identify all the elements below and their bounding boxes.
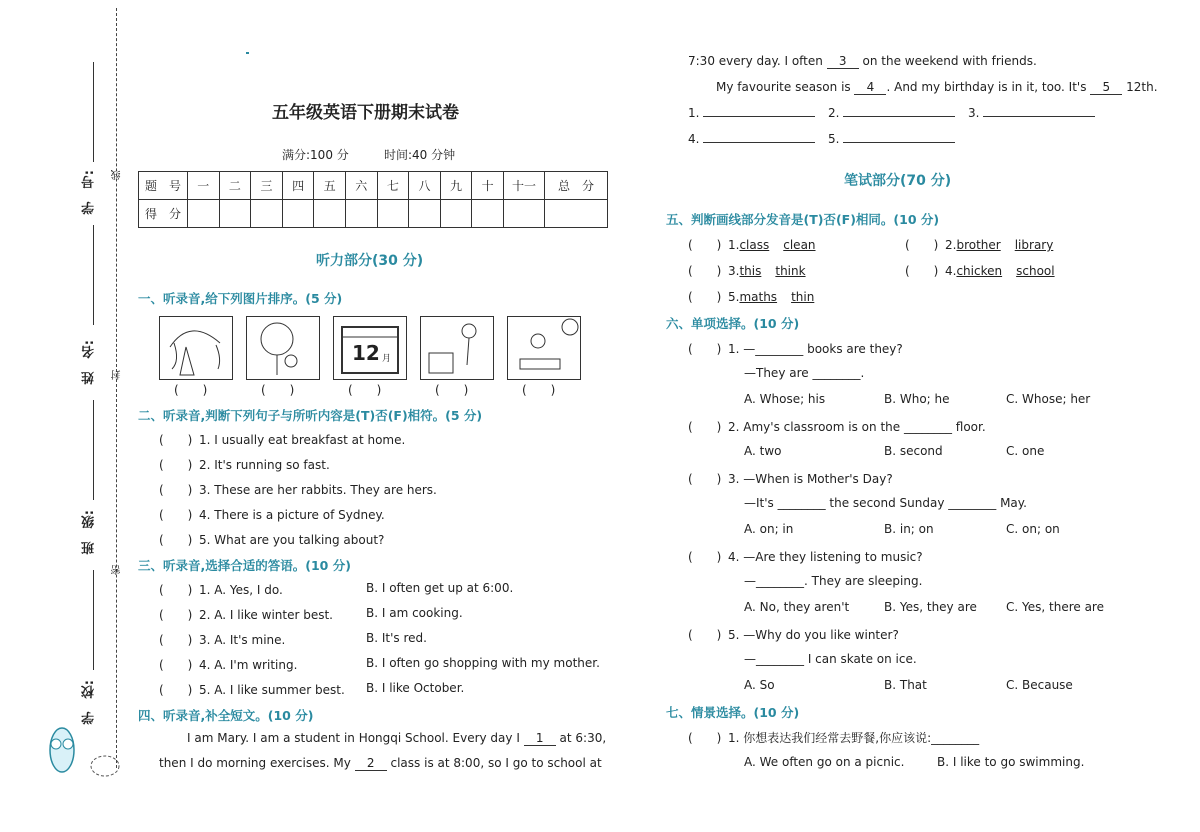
score-cell[interactable] — [409, 200, 441, 228]
tree-picture — [159, 316, 233, 380]
option-b: B. second — [884, 444, 943, 458]
mascot-logo — [40, 718, 120, 780]
score-cell[interactable] — [472, 200, 504, 228]
list-item: ( ) 1. I usually eat breakfast at home. — [159, 433, 406, 447]
name-line — [93, 225, 94, 325]
score-header-row — [139, 172, 608, 200]
table-col: 二 — [219, 172, 251, 200]
listening-header: 听力部分(30 分) — [316, 253, 424, 269]
written-header: 笔试部分(70 分) — [844, 173, 952, 189]
question-stem: ( ) 2. Amy's classroom is on the ________ floor. — [688, 420, 986, 434]
blank-2[interactable]: 2 — [355, 756, 387, 771]
cut-mark-xian: 线 — [112, 170, 123, 180]
list-item: ( ) 5. A. I like summer best. — [159, 683, 345, 697]
answer-paren[interactable]: ( ) — [159, 508, 193, 522]
answer-paren[interactable]: ( ) — [159, 533, 193, 547]
answer-paren[interactable]: ( ) — [159, 483, 193, 497]
school-label: 学 校: — [82, 680, 97, 725]
class-line — [93, 400, 94, 500]
list-item: ( ) 1.class clean — [688, 238, 816, 252]
option-a: A. Whose; his — [744, 392, 826, 406]
option-b: B. It's red. — [366, 631, 427, 645]
blank-4[interactable]: 4 — [854, 80, 886, 95]
calendar-number: 12 — [352, 341, 380, 365]
passage-line-3: 7:30 every day. I often 3 on the weekend with friends. — [688, 54, 1037, 68]
question-stem: ( ) 1. —________ books are they? — [688, 342, 903, 356]
full-score: 满分:100 分 — [282, 148, 349, 162]
answer-paren[interactable]: ( ) — [348, 383, 382, 397]
answer-paren[interactable]: ( ) — [159, 683, 193, 697]
score-cell[interactable] — [188, 200, 220, 228]
table-col: 五 — [314, 172, 346, 200]
passage-line-1: I am Mary. I am a student in Hongqi School. Every day I 1 at 6:30, — [187, 731, 607, 745]
option-b: B. That — [884, 678, 927, 692]
question-reply: —They are ________. — [744, 366, 865, 380]
score-cell[interactable] — [282, 200, 314, 228]
passage-line-4: My favourite season is 4 . And my birthday is in it, too. It's 5 12th. — [716, 80, 1158, 94]
option-b: B. I like October. — [366, 681, 465, 695]
option-c: C. Because — [1006, 678, 1073, 692]
answer-paren[interactable]: ( ) — [261, 383, 295, 397]
list-item: ( ) 4.chicken school — [905, 264, 1055, 278]
answer-line-1: 1. — [688, 106, 815, 120]
table-header-label: 题 号 — [139, 172, 188, 200]
option-b: B. in; on — [884, 522, 934, 536]
option-b: B. I often get up at 6:00. — [366, 581, 514, 595]
list-item: ( ) 5.maths thin — [688, 290, 815, 304]
answer-paren[interactable]: ( ) — [159, 633, 193, 647]
time-limit: 时间:40 分钟 — [384, 148, 456, 162]
section-5-title: 五、判断画线部分发音是(T)否(F)相同。(10 分) — [666, 212, 940, 227]
list-item: ( ) 5. What are you talking about? — [159, 533, 385, 547]
option-a: A. We often go on a picnic. — [744, 755, 905, 769]
section-6-title: 六、单项选择。(10 分) — [666, 316, 800, 331]
option-b: B. I often go shopping with my mother. — [366, 656, 600, 670]
table-col: 四 — [282, 172, 314, 200]
table-col: 七 — [377, 172, 409, 200]
cut-line — [116, 8, 117, 768]
student-id-label: 学 号: — [82, 170, 97, 215]
list-item: ( ) 2. A. I like winter best. — [159, 608, 333, 622]
apple-tree-picture — [246, 316, 320, 380]
calendar-picture — [333, 316, 407, 380]
calendar-month: 月 — [382, 354, 392, 364]
blank-1[interactable]: 1 — [524, 731, 556, 746]
list-item: ( ) 3.this think — [688, 264, 806, 278]
option-c: C. Yes, there are — [1006, 600, 1104, 614]
answer-paren[interactable]: ( ) — [159, 583, 193, 597]
score-cell[interactable] — [377, 200, 409, 228]
option-a: A. on; in — [744, 522, 794, 536]
answer-paren[interactable]: ( ) — [174, 383, 208, 397]
score-table — [138, 171, 608, 228]
answer-paren[interactable]: ( ) — [159, 433, 193, 447]
cut-mark-feng: 封 — [112, 370, 123, 380]
school-line — [93, 570, 94, 670]
name-label: 姓 名: — [82, 340, 97, 385]
table-col: 总 分 — [545, 172, 608, 200]
answer-paren[interactable]: ( ) — [435, 383, 469, 397]
score-cell[interactable] — [251, 200, 283, 228]
answer-line-5: 5. — [828, 132, 955, 146]
shopping-picture — [420, 316, 494, 380]
question-stem: ( ) 1. 你想表达我们经常去野餐,你应该说:________ — [688, 731, 980, 745]
answer-line-2: 2. — [828, 106, 955, 120]
student-id-line — [93, 62, 94, 162]
list-item: ( ) 2.brother library — [905, 238, 1054, 252]
passage-line-2: then I do morning exercises. My 2 class is at 8:00, so I go to school at — [159, 756, 602, 770]
blank-3[interactable]: 3 — [827, 54, 859, 69]
option-a: A. No, they aren't — [744, 600, 850, 614]
option-a: A. So — [744, 678, 775, 692]
table-col: 一 — [188, 172, 220, 200]
list-item: ( ) 4. A. I'm writing. — [159, 658, 298, 672]
question-reply: —________ I can skate on ice. — [744, 652, 917, 666]
table-col: 三 — [251, 172, 283, 200]
list-item: ( ) 1. A. Yes, I do. — [159, 583, 283, 597]
option-a: A. two — [744, 444, 782, 458]
list-item: ( ) 4. There is a picture of Sydney. — [159, 508, 385, 522]
cut-mark-mi: 密 — [112, 565, 123, 575]
mark-dot — [246, 52, 249, 54]
option-c: C. on; on — [1006, 522, 1060, 536]
answer-line-3: 3. — [968, 106, 1095, 120]
question-reply: —________. They are sleeping. — [744, 574, 923, 588]
section-3-title: 三、听录音,选择合适的答语。(10 分) — [138, 558, 351, 573]
answer-paren[interactable]: ( ) — [159, 458, 193, 472]
option-b: B. I am cooking. — [366, 606, 463, 620]
option-b: B. Yes, they are — [884, 600, 977, 614]
table-col: 十一 — [504, 172, 545, 200]
score-row — [139, 200, 608, 228]
section-7-title: 七、情景选择。(10 分) — [666, 705, 800, 720]
score-cell[interactable] — [440, 200, 472, 228]
answer-paren[interactable]: ( ) — [159, 608, 193, 622]
score-cell[interactable] — [314, 200, 346, 228]
list-item: ( ) 3. These are her rabbits. They are hers. — [159, 483, 437, 497]
class-label: 班 级: — [82, 510, 97, 555]
list-item: ( ) 2. It's running so fast. — [159, 458, 330, 472]
table-col: 十 — [472, 172, 504, 200]
section-2-title: 二、听录音,判断下列句子与所听内容是(T)否(F)相符。(5 分) — [138, 408, 483, 423]
answer-paren[interactable]: ( ) — [159, 658, 193, 672]
option-b: B. I like to go swimming. — [937, 755, 1085, 769]
question-reply: —It's ________ the second Sunday ________ May. — [744, 496, 1027, 510]
list-item: ( ) 3. A. It's mine. — [159, 633, 286, 647]
section-4-title: 四、听录音,补全短文。(10 分) — [138, 708, 314, 723]
option-c: C. one — [1006, 444, 1045, 458]
table-row-label: 得 分 — [139, 200, 188, 228]
page-title: 五年级英语下册期末试卷 — [272, 103, 459, 123]
section-1-title: 一、听录音,给下列图片排序。(5 分) — [138, 291, 343, 306]
table-col: 九 — [440, 172, 472, 200]
score-cell[interactable] — [345, 200, 377, 228]
option-b: B. Who; he — [884, 392, 950, 406]
question-stem: ( ) 4. —Are they listening to music? — [688, 550, 923, 564]
answer-paren[interactable]: ( ) — [522, 383, 556, 397]
question-stem: ( ) 3. —When is Mother's Day? — [688, 472, 893, 486]
score-cell[interactable] — [219, 200, 251, 228]
option-c: C. Whose; her — [1006, 392, 1091, 406]
question-stem: ( ) 5. —Why do you like winter? — [688, 628, 899, 642]
answer-line-4: 4. — [688, 132, 815, 146]
score-cell[interactable] — [545, 200, 608, 228]
blank-5[interactable]: 5 — [1090, 80, 1122, 95]
score-cell[interactable] — [504, 200, 545, 228]
clock-picture — [507, 316, 581, 380]
table-col: 六 — [345, 172, 377, 200]
table-col: 八 — [409, 172, 441, 200]
